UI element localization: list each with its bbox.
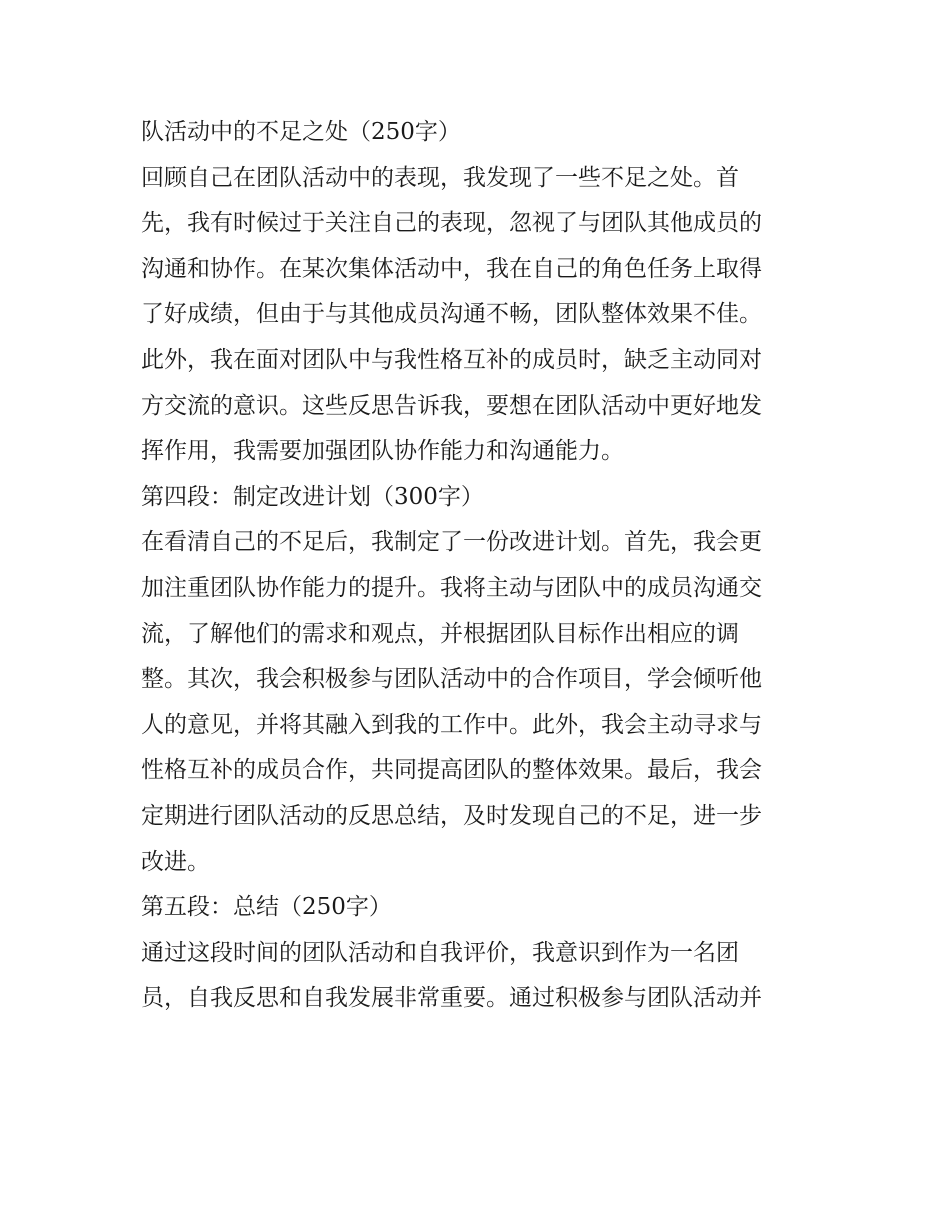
text-line: 沟通和协作。在某次集体活动中，我在自己的角色任务上取得: [141, 255, 762, 282]
section-four-heading: 第四段：制定改进计划（300字）: [141, 483, 484, 510]
text-line: 定期进行团队活动的反思总结，及时发现自己的不足，进一步: [141, 802, 762, 829]
text-line: 通过这段时间的团队活动和自我评价，我意识到作为一名团: [141, 939, 739, 966]
text-line: 整。其次，我会积极参与团队活动中的合作项目，学会倾听他: [141, 666, 762, 693]
document-body: [141, 110, 821, 1022]
text-line: 流，了解他们的需求和观点，并根据团队目标作出相应的调: [141, 620, 739, 647]
text-line: 在看清自己的不足后，我制定了一份改进计划。首先，我会更: [141, 529, 762, 556]
text-line: 此外，我在面对团队中与我性格互补的成员时，缺乏主动同对: [141, 346, 762, 373]
text-line: 人的意见，并将其融入到我的工作中。此外，我会主动寻求与: [141, 711, 762, 738]
text-line: 了好成绩，但由于与其他成员沟通不畅，团队整体效果不佳。: [141, 301, 762, 328]
text-line: 改进。: [141, 848, 210, 875]
text-line: 先，我有时候过于关注自己的表现，忽视了与团队其他成员的: [141, 210, 762, 237]
text-line: 回顾自己在团队活动中的表现，我发现了一些不足之处。首: [141, 164, 739, 191]
text-line: 性格互补的成员合作，共同提高团队的整体效果。最后，我会: [141, 757, 762, 784]
section-five-heading: 第五段：总结（250字）: [141, 894, 392, 921]
text-line: 员，自我反思和自我发展非常重要。通过积极参与团队活动并: [141, 985, 762, 1012]
section-three-heading-continued: 队活动中的不足之处（250字）: [141, 119, 461, 145]
text-line: 加注重团队协作能力的提升。我将主动与团队中的成员沟通交: [141, 574, 762, 601]
text-line: 挥作用，我需要加强团队协作能力和沟通能力。: [141, 438, 624, 465]
text-line: 方交流的意识。这些反思告诉我，要想在团队活动中更好地发: [141, 392, 762, 419]
